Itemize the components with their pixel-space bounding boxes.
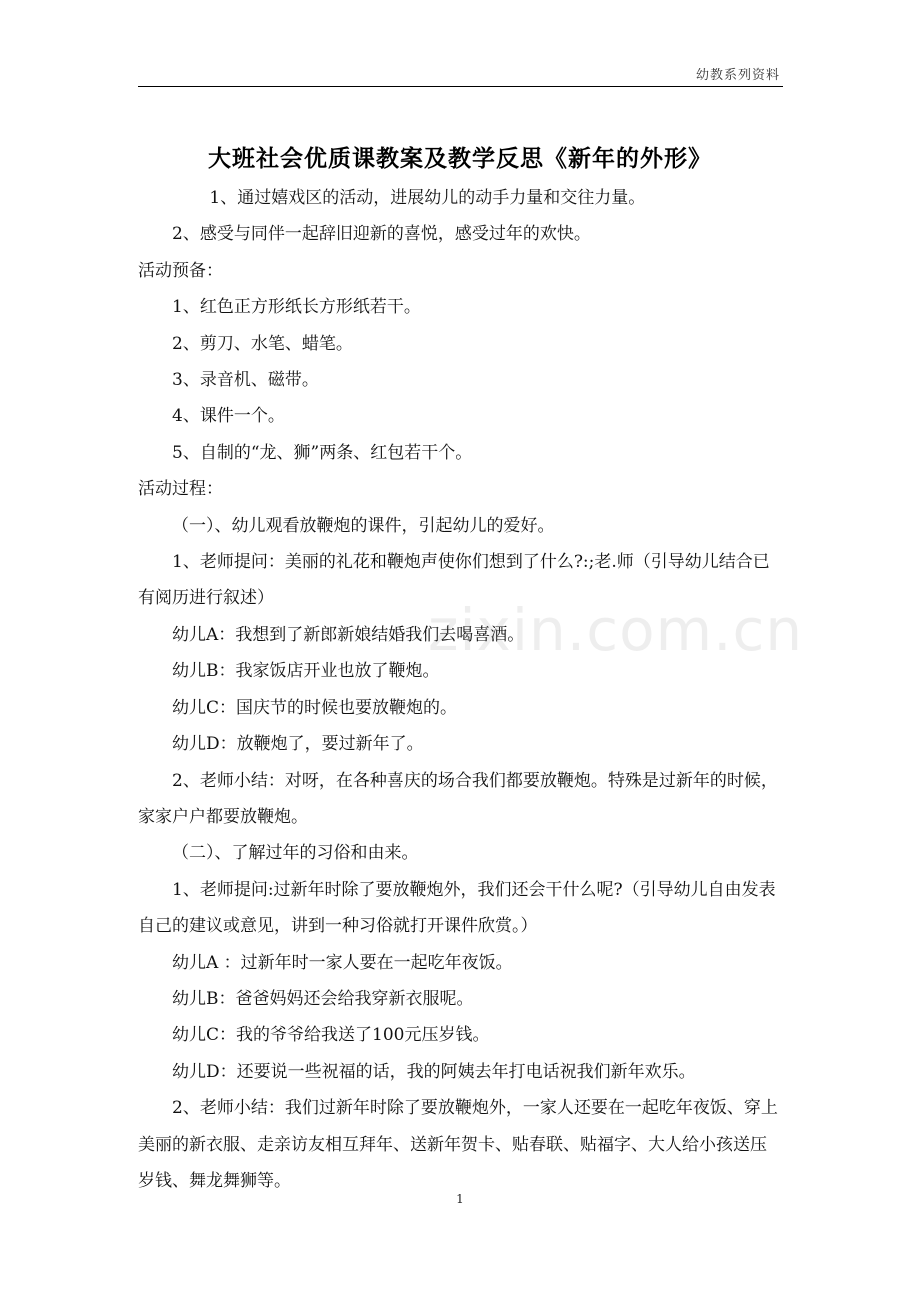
preparation-item-4: 4、课件一个。: [172, 406, 285, 427]
document-body: [138, 180, 783, 1199]
objective-1: 1、通过嬉戏区的活动，进展幼儿的动手力量和交往力量。: [209, 188, 646, 208]
header-divider: [138, 86, 783, 87]
child-answer-c-2: 幼儿C：我的爷爷给我送了100元压岁钱。: [172, 1025, 490, 1046]
preparation-item-5: 5、自制的“龙、狮”两条、红包若干个。: [172, 442, 473, 463]
child-answer-b-2: 幼儿B：爸爸妈妈还会给我穿新衣服呢。: [172, 988, 474, 1009]
preparation-item-2: 2、剪刀、水笔、蜡笔。: [172, 333, 353, 354]
teacher-question-1: 1、老师提问：美丽的礼花和鞭炮声使你们想到了什么?:;老.师（引导幼儿结合已有阅历进行叙述）: [138, 552, 770, 609]
child-answer-d-2: 幼儿D：还要说一些祝福的话，我的阿姨去年打电话祝我们新年欢乐。: [172, 1061, 696, 1082]
section-heading-preparation: 活动预备：: [138, 260, 223, 281]
watermark: zixin.com.cn: [428, 596, 804, 664]
preparation-item-3: 3、录音机、磁带。: [172, 370, 319, 391]
child-answer-b-1: 幼儿B：我家饭店开业也放了鞭炮。: [172, 661, 440, 682]
preparation-item-1: 1、红色正方形纸长方形纸若干。: [172, 297, 421, 318]
process-step-1-heading: （一）、幼儿观看放鞭炮的课件，引起幼儿的爱好。: [172, 515, 555, 536]
child-answer-a-2: 幼儿A ：过新年时一家人要在一起吃年夜饭。: [172, 952, 513, 973]
child-answer-c-1: 幼儿C：国庆节的时候也要放鞭炮的。: [172, 697, 458, 718]
document-title: 大班社会优质课教案及教学反思《新年的外形》: [208, 146, 712, 172]
child-answer-d-1: 幼儿D：放鞭炮了，要过新年了。: [172, 734, 424, 755]
process-step-2-heading: （二）、了解过年的习俗和由来。: [172, 843, 419, 864]
section-heading-process: 活动过程：: [138, 479, 223, 500]
page-number: 1: [456, 1192, 464, 1206]
objective-2: 2、感受与同伴一起辞旧迎新的喜悦，感受过年的欢快。: [172, 224, 591, 245]
header-label: 幼教系列资料: [695, 68, 780, 83]
child-answer-a-1: 幼儿A：我想到了新郎新娘结婚我们去喝喜酒。: [172, 624, 525, 645]
teacher-summary-2: 2、老师小结：我们过新年时除了要放鞭炮外，一家人还要在一起吃年夜饭、穿上美丽的新衣服、走亲访友相互拜年、送新年贺卡、贴春联、贴福字、大人给小孩送压岁钱、舞龙舞狮等。: [138, 1098, 778, 1191]
teacher-question-2: 1、老师提问:过新年时除了要放鞭炮外，我们还会干什么呢?（引导幼儿自由发表自己的建议或意见，讲到一种习俗就打开课件欣赏。）: [138, 879, 776, 937]
teacher-summary-1: 2、老师小结：对呀，在各种喜庆的场合我们都要放鞭炮。特殊是过新年的时候，家家户户都要放鞭炮。: [138, 770, 778, 827]
